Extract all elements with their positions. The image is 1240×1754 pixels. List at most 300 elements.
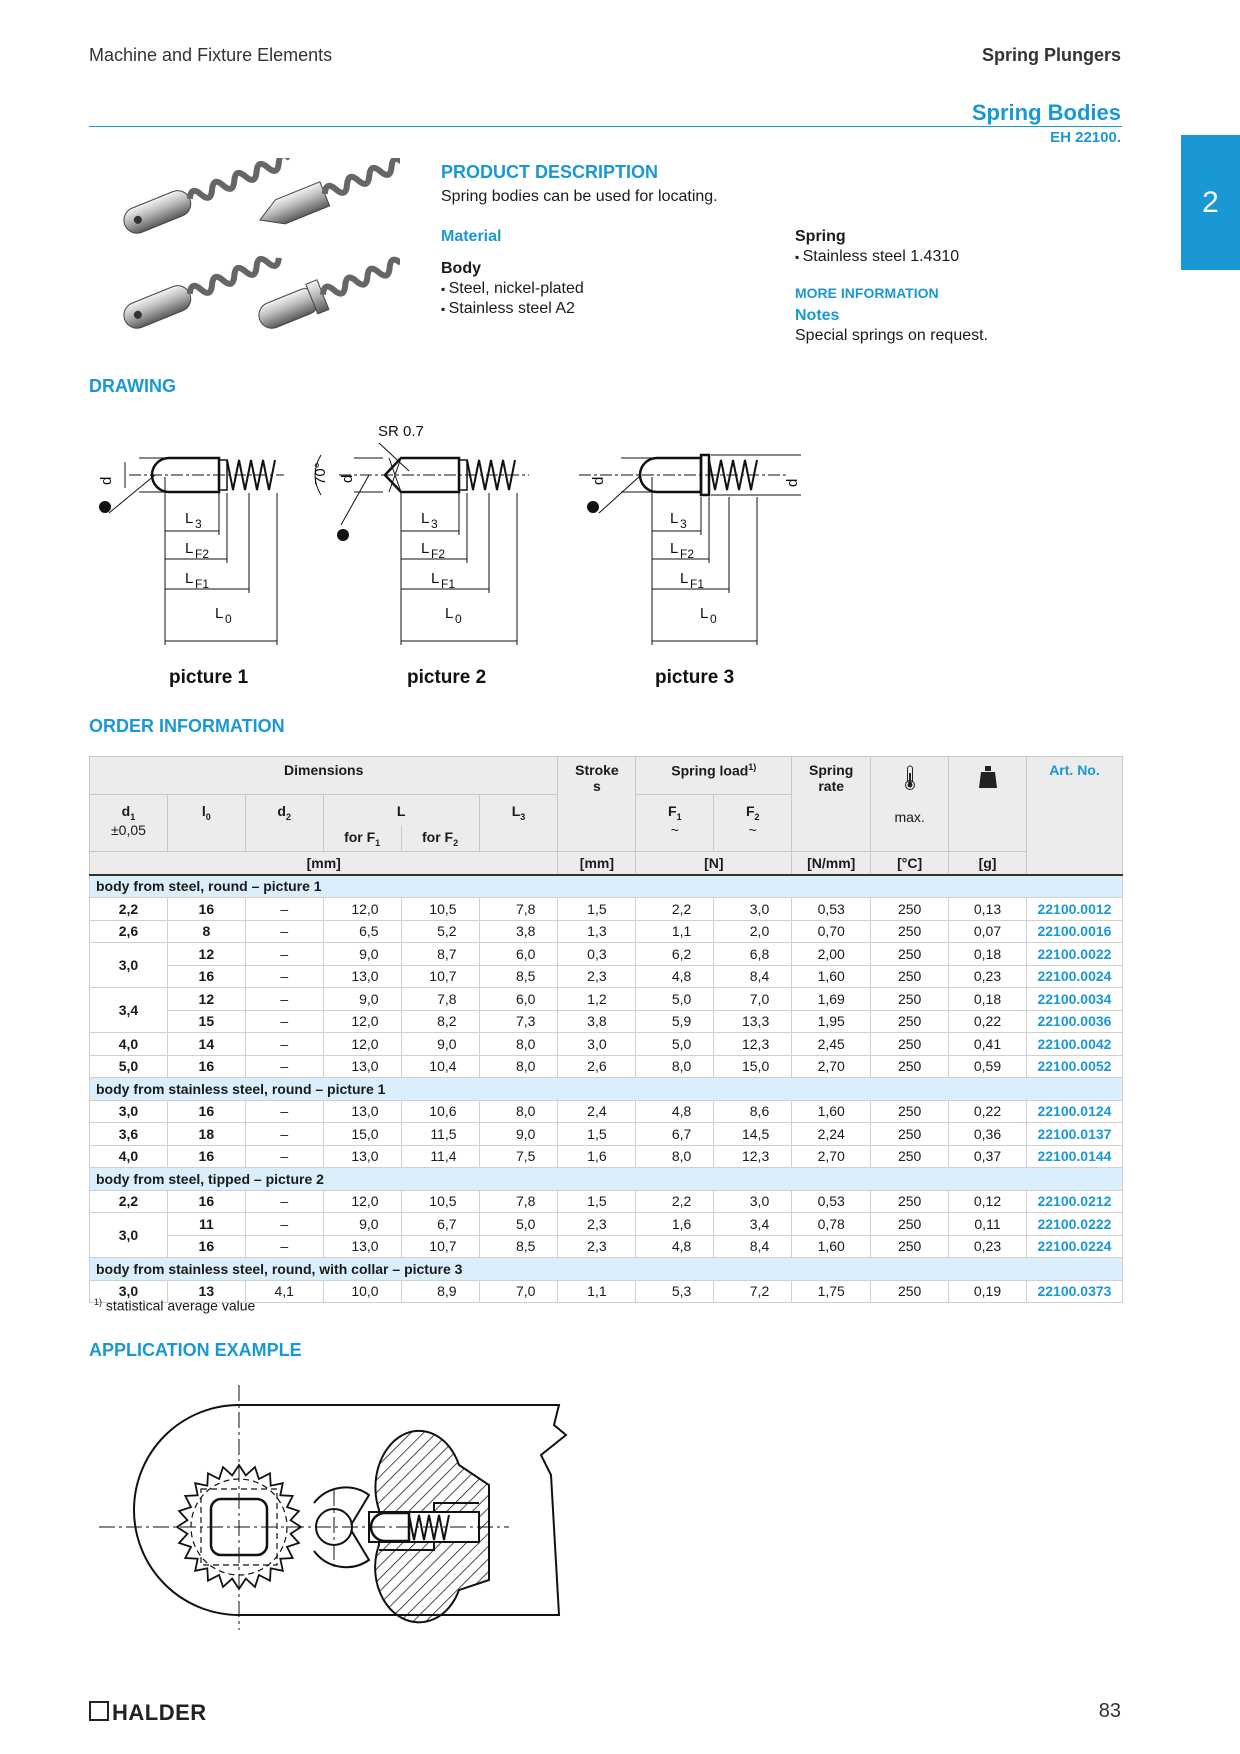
cell-l0: 16: [167, 1145, 245, 1168]
cell-f2: 2,0: [714, 920, 792, 943]
cell-f2: 3,0: [714, 1190, 792, 1213]
table-group-row: [90, 1078, 1123, 1101]
cell-s: 2,6: [558, 1055, 636, 1078]
col-temperature: [871, 757, 949, 852]
cell-l3: 9,0: [479, 1123, 558, 1146]
dim-sub-0: 0: [455, 612, 462, 626]
cell-lf2: 10,7: [401, 1235, 479, 1258]
cell-f1: 4,8: [636, 1235, 714, 1258]
cell-lf1: 13,0: [323, 1055, 401, 1078]
cell-rate: 0,53: [792, 898, 871, 921]
cell-d2: –: [245, 965, 323, 988]
cell-rate: 2,45: [792, 1033, 871, 1056]
cell-rate: 2,00: [792, 943, 871, 966]
cell-l3: 5,0: [479, 1213, 558, 1236]
cell-rate: 1,60: [792, 1235, 871, 1258]
cell-f2: 3,0: [714, 898, 792, 921]
cell-g: 0,07: [949, 920, 1027, 943]
cell-temp: 250: [871, 1280, 949, 1303]
cell-rate: 2,24: [792, 1123, 871, 1146]
cell-s: 2,3: [558, 1235, 636, 1258]
spring-material-item: ▪ Stainless steel 1.4310: [795, 248, 959, 266]
cell-l0: 13: [167, 1280, 245, 1303]
cell-lf2: 8,9: [401, 1280, 479, 1303]
cell-l3: 7,8: [479, 898, 558, 921]
cell-temp: 250: [871, 1033, 949, 1056]
cell-f1: 8,0: [636, 1055, 714, 1078]
cell-d1: 3,0: [90, 943, 168, 988]
cell-lf2: 8,7: [401, 943, 479, 966]
unit-mm: [mm]: [90, 852, 558, 875]
unit-N: [N]: [636, 852, 792, 875]
dim-label-L0: L: [445, 605, 454, 622]
cell-art-no[interactable]: 22100.0137: [1026, 1123, 1122, 1146]
col-weight: [949, 757, 1027, 852]
table-group-row: [90, 875, 1123, 898]
cell-lf1: 13,0: [323, 1100, 401, 1123]
cell-d2: 4,1: [245, 1280, 323, 1303]
product-description-text: Spring bodies can be used for locating.: [441, 188, 718, 205]
cell-rate: 2,70: [792, 1055, 871, 1078]
col-L-for-F2: for $F_2$: [422, 829, 459, 848]
cell-lf1: 12,0: [323, 1033, 401, 1056]
cell-lf2: 7,8: [401, 988, 479, 1011]
col-d2: $d_2$: [245, 795, 323, 852]
dim-label-LF2: L: [421, 540, 430, 557]
cell-lf1: 12,0: [323, 898, 401, 921]
cell-d2: –: [245, 1055, 323, 1078]
cell-d1: 3,0: [90, 1100, 168, 1123]
page-title: Spring Bodies: [971, 100, 1121, 125]
cell-s: 2,4: [558, 1100, 636, 1123]
surface-symbol-icon: [99, 501, 111, 513]
cell-rate: 1,60: [792, 965, 871, 988]
max-label: max.: [894, 809, 925, 825]
cell-art-no[interactable]: 22100.0124: [1026, 1100, 1122, 1123]
col-d1: $d_1$ ±0,05: [90, 795, 168, 852]
body-heading: Body: [441, 260, 481, 277]
cell-d2: –: [245, 898, 323, 921]
dim-label-LF1: L: [680, 570, 689, 587]
cell-lf2: 11,4: [401, 1145, 479, 1168]
cell-l3: 6,0: [479, 943, 558, 966]
cell-l0: 11: [167, 1213, 245, 1236]
cell-f2: 7,0: [714, 988, 792, 1011]
col-stroke: Stroke s: [558, 757, 636, 852]
dim-label-LF2: L: [185, 540, 194, 557]
group-label: body from steel, round – picture 1: [90, 875, 1123, 898]
cell-l0: 16: [167, 1055, 245, 1078]
cell-lf2: 11,5: [401, 1123, 479, 1146]
dim-label-LF2: L: [670, 540, 679, 557]
cell-l0: 18: [167, 1123, 245, 1146]
cell-art-no[interactable]: 22100.0024: [1026, 965, 1122, 988]
cell-d1: 2,2: [90, 898, 168, 921]
cell-f1: 5,9: [636, 1010, 714, 1033]
cell-s: 0,3: [558, 943, 636, 966]
cell-lf2: 10,5: [401, 1190, 479, 1213]
cell-d1: 3,0: [90, 1213, 168, 1258]
cell-l3: 7,8: [479, 1190, 558, 1213]
cell-l0: 8: [167, 920, 245, 943]
cell-g: 0,18: [949, 988, 1027, 1011]
product-code: EH 22100.: [1050, 129, 1121, 146]
cell-art-no[interactable]: 22100.0212: [1026, 1190, 1122, 1213]
dim-sub-3: 3: [195, 517, 202, 531]
running-header-left: Machine and Fixture Elements: [89, 45, 333, 65]
col-spring-rate: Spring rate: [792, 757, 871, 852]
dim-label-d1: d: [339, 474, 356, 483]
cell-l3: 7,3: [479, 1010, 558, 1033]
cell-l0: 12: [167, 943, 245, 966]
dim-label-d1: d: [590, 476, 607, 485]
cell-l3: 8,0: [479, 1100, 558, 1123]
cell-d2: –: [245, 1010, 323, 1033]
cell-lf2: 10,4: [401, 1055, 479, 1078]
cell-f2: 3,4: [714, 1213, 792, 1236]
cell-g: 0,37: [949, 1145, 1027, 1168]
cell-rate: 1,95: [792, 1010, 871, 1033]
cell-f2: 6,8: [714, 943, 792, 966]
cell-temp: 250: [871, 943, 949, 966]
dim-label-L3: L: [670, 510, 679, 527]
cell-temp: 250: [871, 920, 949, 943]
cell-rate: 0,53: [792, 1190, 871, 1213]
cell-d2: –: [245, 1123, 323, 1146]
cell-temp: 250: [871, 988, 949, 1011]
material-heading: Material: [441, 228, 502, 245]
dim-sub-F1: F1: [441, 577, 456, 591]
body-material-item: ▪ Steel, nickel-plated: [441, 280, 584, 298]
table-row: [90, 1145, 1123, 1168]
cell-s: 1,6: [558, 1145, 636, 1168]
dim-label-LF1: L: [431, 570, 440, 587]
col-l0: $l_0$: [167, 795, 245, 852]
application-example-heading: APPLICATION EXAMPLE: [89, 1340, 302, 1360]
cell-d1: 4,0: [90, 1033, 168, 1056]
cell-s: 1,5: [558, 1123, 636, 1146]
cell-s: 2,3: [558, 1213, 636, 1236]
cell-art-no[interactable]: 22100.0034: [1026, 988, 1122, 1011]
table-row: [90, 1033, 1123, 1056]
cell-art-no[interactable]: 22100.0042: [1026, 1033, 1122, 1056]
cell-d2: –: [245, 1213, 323, 1236]
cell-temp: 250: [871, 898, 949, 921]
dim-label-angle: 70°: [312, 462, 329, 485]
cell-temp: 250: [871, 1100, 949, 1123]
dim-sub-3: 3: [431, 517, 438, 531]
table-row: [90, 920, 1123, 943]
table-row: [90, 1100, 1123, 1123]
cell-lf1: 9,0: [323, 988, 401, 1011]
product-photo: [110, 158, 400, 358]
thermometer-icon: [903, 765, 917, 791]
cell-g: 0,23: [949, 1235, 1027, 1258]
notes-text: Special springs on request.: [795, 327, 988, 344]
chapter-tab[interactable]: 2: [1181, 135, 1240, 270]
cell-l0: 16: [167, 965, 245, 988]
cell-g: 0,41: [949, 1033, 1027, 1056]
table-row: [90, 943, 1123, 966]
footnote: $^{1)}$ statistical average value: [94, 1297, 256, 1314]
cell-art-no[interactable]: 22100.0224: [1026, 1235, 1122, 1258]
col-F1: $F_1$ ~: [636, 795, 714, 852]
cell-rate: 0,78: [792, 1213, 871, 1236]
caption-picture-2: picture 2: [407, 667, 487, 688]
table-row: [90, 1235, 1123, 1258]
cell-s: 3,0: [558, 1033, 636, 1056]
cell-art-no[interactable]: 22100.0012: [1026, 898, 1122, 921]
dim-label-L3: L: [185, 510, 194, 527]
dim-sub-F2: F2: [431, 547, 446, 561]
cell-temp: 250: [871, 1010, 949, 1033]
cell-art-no[interactable]: 22100.0373: [1026, 1280, 1122, 1303]
cell-d2: –: [245, 1190, 323, 1213]
cell-s: 3,8: [558, 1010, 636, 1033]
cell-lf2: 9,0: [401, 1033, 479, 1056]
cell-f2: 8,4: [714, 1235, 792, 1258]
dim-label-LF1: L: [185, 570, 194, 587]
cell-s: 1,5: [558, 898, 636, 921]
cell-l0: 16: [167, 1100, 245, 1123]
dim-label-L3: L: [421, 510, 430, 527]
cell-f1: 2,2: [636, 1190, 714, 1213]
halder-logo: HALDER: [89, 1700, 207, 1726]
cell-g: 0,13: [949, 898, 1027, 921]
dim-sub-F1: F1: [195, 577, 210, 591]
dim-sub-F2: F2: [680, 547, 695, 561]
cell-g: 0,23: [949, 965, 1027, 988]
cell-g: 0,59: [949, 1055, 1027, 1078]
surface-symbol-icon: [587, 501, 599, 513]
cell-f2: 15,0: [714, 1055, 792, 1078]
cell-lf1: 10,0: [323, 1280, 401, 1303]
cell-l3: 8,0: [479, 1033, 558, 1056]
cell-g: 0,12: [949, 1190, 1027, 1213]
body-material-list: [441, 280, 584, 320]
cell-d2: –: [245, 1033, 323, 1056]
cell-d2: –: [245, 920, 323, 943]
cell-l0: 16: [167, 1190, 245, 1213]
cell-rate: 1,60: [792, 1100, 871, 1123]
cell-lf2: 10,7: [401, 965, 479, 988]
cell-f1: 1,6: [636, 1213, 714, 1236]
cell-f2: 12,3: [714, 1145, 792, 1168]
table-row: [90, 988, 1123, 1011]
running-header-right: Spring Plungers: [981, 45, 1121, 65]
cell-art-no[interactable]: 22100.0222: [1026, 1213, 1122, 1236]
cell-d2: –: [245, 943, 323, 966]
dim-label-L0: L: [700, 605, 709, 622]
dim-sub-F1: F1: [690, 577, 705, 591]
cell-l3: 7,0: [479, 1280, 558, 1303]
cell-s: 1,3: [558, 920, 636, 943]
cell-f2: 8,6: [714, 1100, 792, 1123]
page-number: 83: [1098, 1700, 1121, 1722]
unit-stroke-mm: [mm]: [558, 852, 636, 875]
cell-l0: 16: [167, 898, 245, 921]
cell-g: 0,19: [949, 1280, 1027, 1303]
cell-lf2: 10,6: [401, 1100, 479, 1123]
table-row: [90, 1010, 1123, 1033]
caption-picture-1: picture 1: [169, 667, 249, 688]
cell-f2: 14,5: [714, 1123, 792, 1146]
product-description-heading: PRODUCT DESCRIPTION: [441, 162, 659, 182]
dim-label-sr: SR 0.7: [378, 423, 424, 440]
spring-heading: Spring: [795, 228, 846, 245]
cell-f1: 5,0: [636, 1033, 714, 1056]
title-rule: [89, 126, 1122, 127]
cell-s: 1,2: [558, 988, 636, 1011]
group-label: body from stainless steel, round, with collar – picture 3: [90, 1258, 1123, 1281]
cell-g: 0,18: [949, 943, 1027, 966]
cell-l0: 16: [167, 1235, 245, 1258]
cell-lf1: 13,0: [323, 1235, 401, 1258]
table-row: [90, 1123, 1123, 1146]
cell-f2: 13,3: [714, 1010, 792, 1033]
cell-lf1: 9,0: [323, 1213, 401, 1236]
group-label: body from steel, tipped – picture 2: [90, 1168, 1123, 1191]
cell-f1: 5,0: [636, 988, 714, 1011]
cell-art-no[interactable]: 22100.0036: [1026, 1010, 1122, 1033]
cell-d2: –: [245, 1235, 323, 1258]
cell-g: 0,22: [949, 1010, 1027, 1033]
col-L3: $L_3$: [479, 795, 558, 852]
cell-l0: 15: [167, 1010, 245, 1033]
unit-Nmm: [N/mm]: [792, 852, 871, 875]
cell-rate: 0,70: [792, 920, 871, 943]
cell-d1: 2,6: [90, 920, 168, 943]
unit-celsius: [°C]: [871, 852, 949, 875]
cell-d1: 5,0: [90, 1055, 168, 1078]
cell-f1: 2,2: [636, 898, 714, 921]
unit-gram: [g]: [949, 852, 1027, 875]
cell-lf1: 13,0: [323, 1145, 401, 1168]
caption-picture-3: picture 3: [655, 667, 735, 688]
cell-l3: 8,5: [479, 965, 558, 988]
col-F2: $F_2$ ~: [714, 795, 792, 852]
cell-s: 2,3: [558, 965, 636, 988]
application-example-drawing: [89, 1385, 609, 1635]
cell-f1: 6,2: [636, 943, 714, 966]
col-art-no: Art. No.: [1026, 757, 1122, 875]
cell-rate: 1,75: [792, 1280, 871, 1303]
cell-f2: 8,4: [714, 965, 792, 988]
cell-s: 1,5: [558, 1190, 636, 1213]
cell-d2: –: [245, 1100, 323, 1123]
surface-symbol-icon: [337, 529, 349, 541]
cell-g: 0,11: [949, 1213, 1027, 1236]
cell-f1: 8,0: [636, 1145, 714, 1168]
cell-l0: 12: [167, 988, 245, 1011]
cell-lf1: 13,0: [323, 965, 401, 988]
cell-d2: –: [245, 988, 323, 1011]
cell-f2: 7,2: [714, 1280, 792, 1303]
cell-temp: 250: [871, 1235, 949, 1258]
cell-lf1: 6,5: [323, 920, 401, 943]
group-label: body from stainless steel, round – picture 1: [90, 1078, 1123, 1101]
cell-f2: 12,3: [714, 1033, 792, 1056]
table-row: [90, 1213, 1123, 1236]
cell-d1: 4,0: [90, 1145, 168, 1168]
dim-label-d1: d: [98, 476, 115, 485]
cell-d1: 2,2: [90, 1190, 168, 1213]
order-table-body: [90, 875, 1123, 1303]
cell-l3: 6,0: [479, 988, 558, 1011]
cell-lf1: 15,0: [323, 1123, 401, 1146]
cell-lf1: 9,0: [323, 943, 401, 966]
notes-heading: Notes: [795, 307, 840, 324]
cell-d1: 3,4: [90, 988, 168, 1033]
cell-l3: 8,5: [479, 1235, 558, 1258]
cell-lf2: 5,2: [401, 920, 479, 943]
cell-lf2: 6,7: [401, 1213, 479, 1236]
order-information-heading: ORDER INFORMATION: [89, 716, 285, 736]
dim-label-L0: L: [215, 605, 224, 622]
cell-rate: 1,69: [792, 988, 871, 1011]
cell-d2: –: [245, 1145, 323, 1168]
dim-sub-F2: F2: [195, 547, 210, 561]
cell-l3: 8,0: [479, 1055, 558, 1078]
col-dimensions: Dimensions: [90, 757, 558, 795]
table-row: [90, 1190, 1123, 1213]
technical-drawing: [89, 415, 829, 700]
weight-icon: [978, 765, 998, 789]
cell-f1: 4,8: [636, 1100, 714, 1123]
cell-d1: 3,0: [90, 1280, 168, 1303]
cell-f1: 6,7: [636, 1123, 714, 1146]
cell-temp: 250: [871, 965, 949, 988]
cell-f1: 4,8: [636, 965, 714, 988]
table-group-row: [90, 1168, 1123, 1191]
cell-l3: 7,5: [479, 1145, 558, 1168]
dim-sub-0: 0: [225, 612, 232, 626]
cell-art-no[interactable]: 22100.0016: [1026, 920, 1122, 943]
col-L-for-F1: for $F_1$: [324, 825, 402, 851]
more-information-heading: MORE INFORMATION: [795, 285, 939, 301]
cell-temp: 250: [871, 1055, 949, 1078]
cell-lf2: 10,5: [401, 898, 479, 921]
dim-label-d2: d: [784, 478, 801, 487]
cell-lf2: 8,2: [401, 1010, 479, 1033]
body-material-item: ▪ Stainless steel A2: [441, 300, 584, 318]
cell-l3: 3,8: [479, 920, 558, 943]
drawing-heading: DRAWING: [89, 376, 176, 396]
spring-body-photo-1: [120, 158, 295, 237]
cell-g: 0,22: [949, 1100, 1027, 1123]
tolerance: ±0,05: [110, 821, 146, 838]
cell-d1: 3,6: [90, 1123, 168, 1146]
cell-lf1: 12,0: [323, 1190, 401, 1213]
cell-art-no[interactable]: 22100.0144: [1026, 1145, 1122, 1168]
cell-art-no[interactable]: 22100.0052: [1026, 1055, 1122, 1078]
order-table: [89, 756, 1123, 1303]
col-L: L for $F_1$ for $F_2$: [323, 795, 479, 852]
cell-temp: 250: [871, 1213, 949, 1236]
cell-temp: 250: [871, 1190, 949, 1213]
table-row: [90, 965, 1123, 988]
dim-sub-3: 3: [680, 517, 687, 531]
spring-material-list: [795, 248, 959, 268]
cell-art-no[interactable]: 22100.0022: [1026, 943, 1122, 966]
cell-g: 0,36: [949, 1123, 1027, 1146]
cell-f1: 1,1: [636, 920, 714, 943]
dim-sub-0: 0: [710, 612, 717, 626]
table-row: [90, 1055, 1123, 1078]
cell-temp: 250: [871, 1123, 949, 1146]
halder-logo-icon: [89, 1701, 109, 1721]
cell-rate: 2,70: [792, 1145, 871, 1168]
